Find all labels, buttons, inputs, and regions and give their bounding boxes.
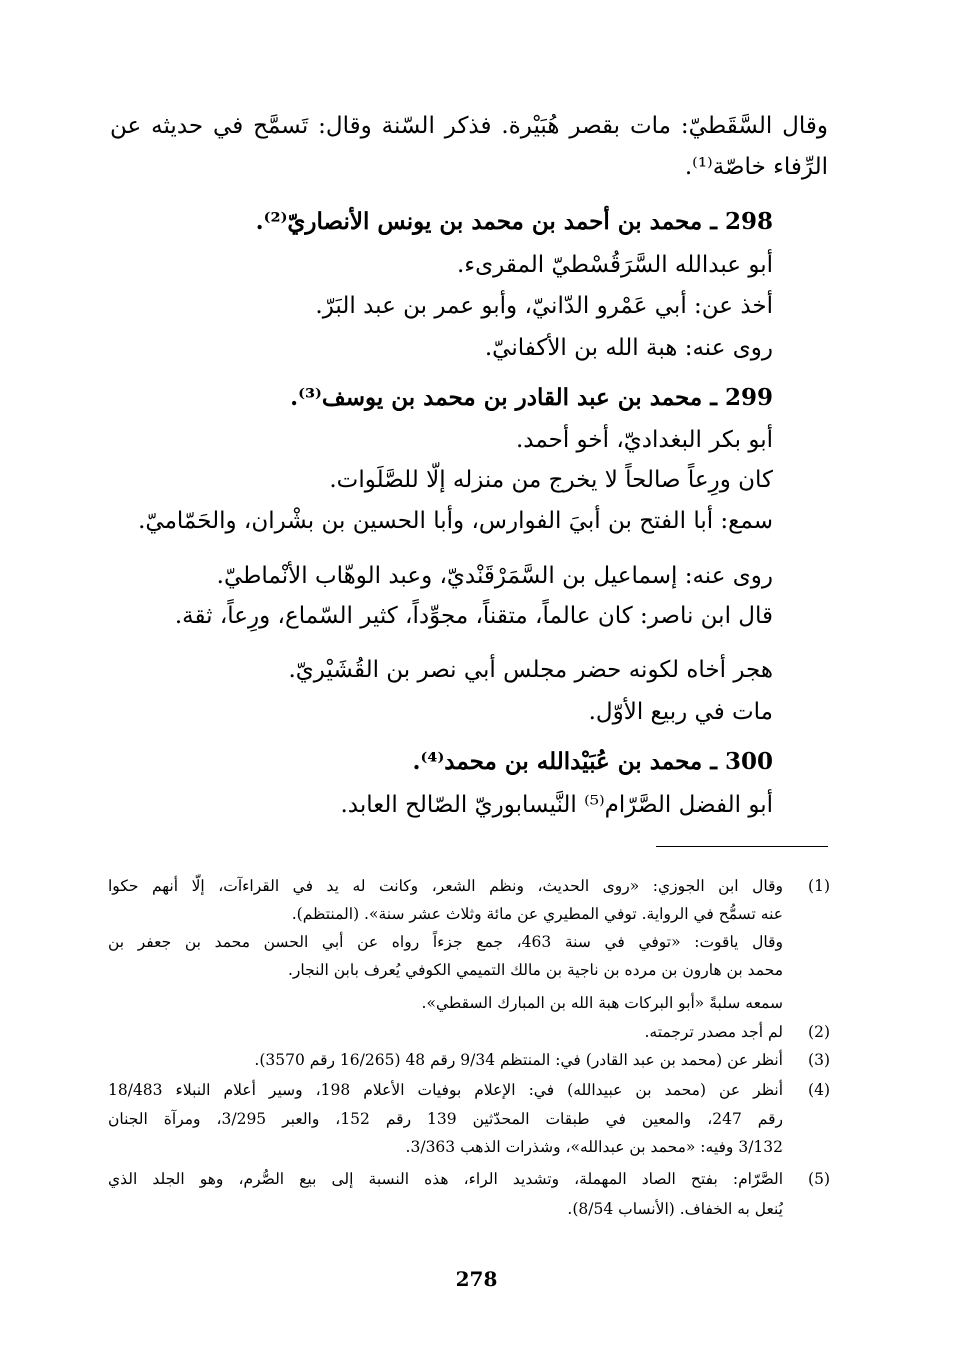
entry-heading-300: 300 ـ محمد بن عُبَيْدالله بن محمد⁽⁴⁾. xyxy=(412,748,773,775)
footnote-line: محمد بن هارون بن مرده بن ناجية بن مالك التميمي الكوفي يُعرف بابن النجار. xyxy=(287,961,783,979)
body-line: روى عنه: هبة الله بن الأكفانيّ. xyxy=(484,335,773,361)
footnote-number: (2) xyxy=(808,1023,830,1041)
footnote-number: (4) xyxy=(808,1081,830,1099)
body-line: وقال السَّقَطيّ: مات بقصر هُبَيْرة. فذكر السّنة وقال: تَسمَّح في حديثه عن xyxy=(110,113,828,139)
body-line: سمع: أبا الفتح بن أبيَ الفوارس، وأبا الحسين بن بشْران، والحَمّاميّ. xyxy=(138,508,773,534)
page-number: 278 xyxy=(455,1267,498,1291)
footnote-line: رقم 247، والمعين في طبقات المحدّثين 139 رقم 152، والعبر 3/295، ومرآة الجنان xyxy=(108,1110,783,1128)
footnote-line: أنظر عن (محمد بن عبيدالله) في: الإعلام بوفيات الأعلام 198، وسير أعلام النبلاء 18/483 xyxy=(108,1081,783,1099)
body-line: قال ابن ناصر: كان عالماً، متقناً، مجوِّداً، كثير السّماع، ورِعاً، ثقة. xyxy=(174,603,773,629)
body-line: روى عنه: إسماعيل بن السَّمَرْقَنْديّ، وعبد الوهّاب الأنْماطيّ. xyxy=(216,563,773,589)
footnote-line: عنه تسمُّح في الرواية. توفي المطيري عن مائة وثلاث عشر سنة». (المنتظم). xyxy=(291,905,783,923)
entry-heading-298: 298 ـ محمد بن أحمد بن محمد بن يونس الأنصاريّ⁽²⁾. xyxy=(255,208,773,235)
footnote-line: وقال ابن الجوزي: «روى الحديث، ونظم الشعر، وكانت له يد في القراءآت، إلّا أنهم حكوا xyxy=(108,877,783,895)
footnote-line: وقال ياقوت: «توفي في سنة 463، جمع جزءاً رواه عن أبي الحسن محمد بن جعفر بن xyxy=(108,933,783,951)
footnote-number: (3) xyxy=(808,1051,830,1069)
body-line: أبو الفضل الصَّرّام⁽⁵⁾ النَّيسابوريّ الصّالح العابد. xyxy=(340,792,773,818)
body-line: أخذ عن: أبي عَمْرو الدّانيّ، وأبو عمر بن عبد البَرّ. xyxy=(315,293,773,319)
footnote-number: (5) xyxy=(808,1170,830,1188)
body-line: هجر أخاه لكونه حضر مجلس أبي نصر بن القُشَيْريّ. xyxy=(288,657,773,683)
footnote-line: يُنعل به الخفاف. (الأنساب 8/54). xyxy=(567,1200,783,1218)
footnote-separator xyxy=(656,846,828,847)
entry-heading-299: 299 ـ محمد بن عبد القادر بن محمد بن يوسف⁽³⁾. xyxy=(290,384,773,411)
footnote-line: لم أجد مصدر ترجمته. xyxy=(644,1023,783,1041)
footnote-line: أنظر عن (محمد بن عبد القادر) في: المنتظم 9/34 رقم 48 (16/265 رقم 3570). xyxy=(254,1051,783,1069)
body-line: الرِّفاء خاصّة⁽¹⁾. xyxy=(684,154,828,180)
footnote-line: 3/132 وفيه: «محمد بن عبدالله»، وشذرات الذهب 3/363. xyxy=(405,1138,783,1156)
body-line: كان ورِعاً صالحاً لا يخرج من منزله إلّا للصَّلَوات. xyxy=(329,467,773,493)
footnote-line: الصَّرّام: بفتح الصاد المهملة، وتشديد الراء، هذه النسبة إلى بيع الصُّرم، وهو الجلد الذي xyxy=(108,1170,783,1188)
body-line: مات في ربيع الأوّل. xyxy=(588,699,773,725)
body-line: أبو بكر البغداديّ، أخو أحمد. xyxy=(515,427,773,453)
footnote-line: سمعه سلبةً «أبو البركات هبة الله بن المبارك السقطي». xyxy=(421,994,783,1012)
footnote-number: (1) xyxy=(808,877,830,895)
body-line: أبو عبدالله السَّرَقُسْطيّ المقرىء. xyxy=(457,252,773,278)
